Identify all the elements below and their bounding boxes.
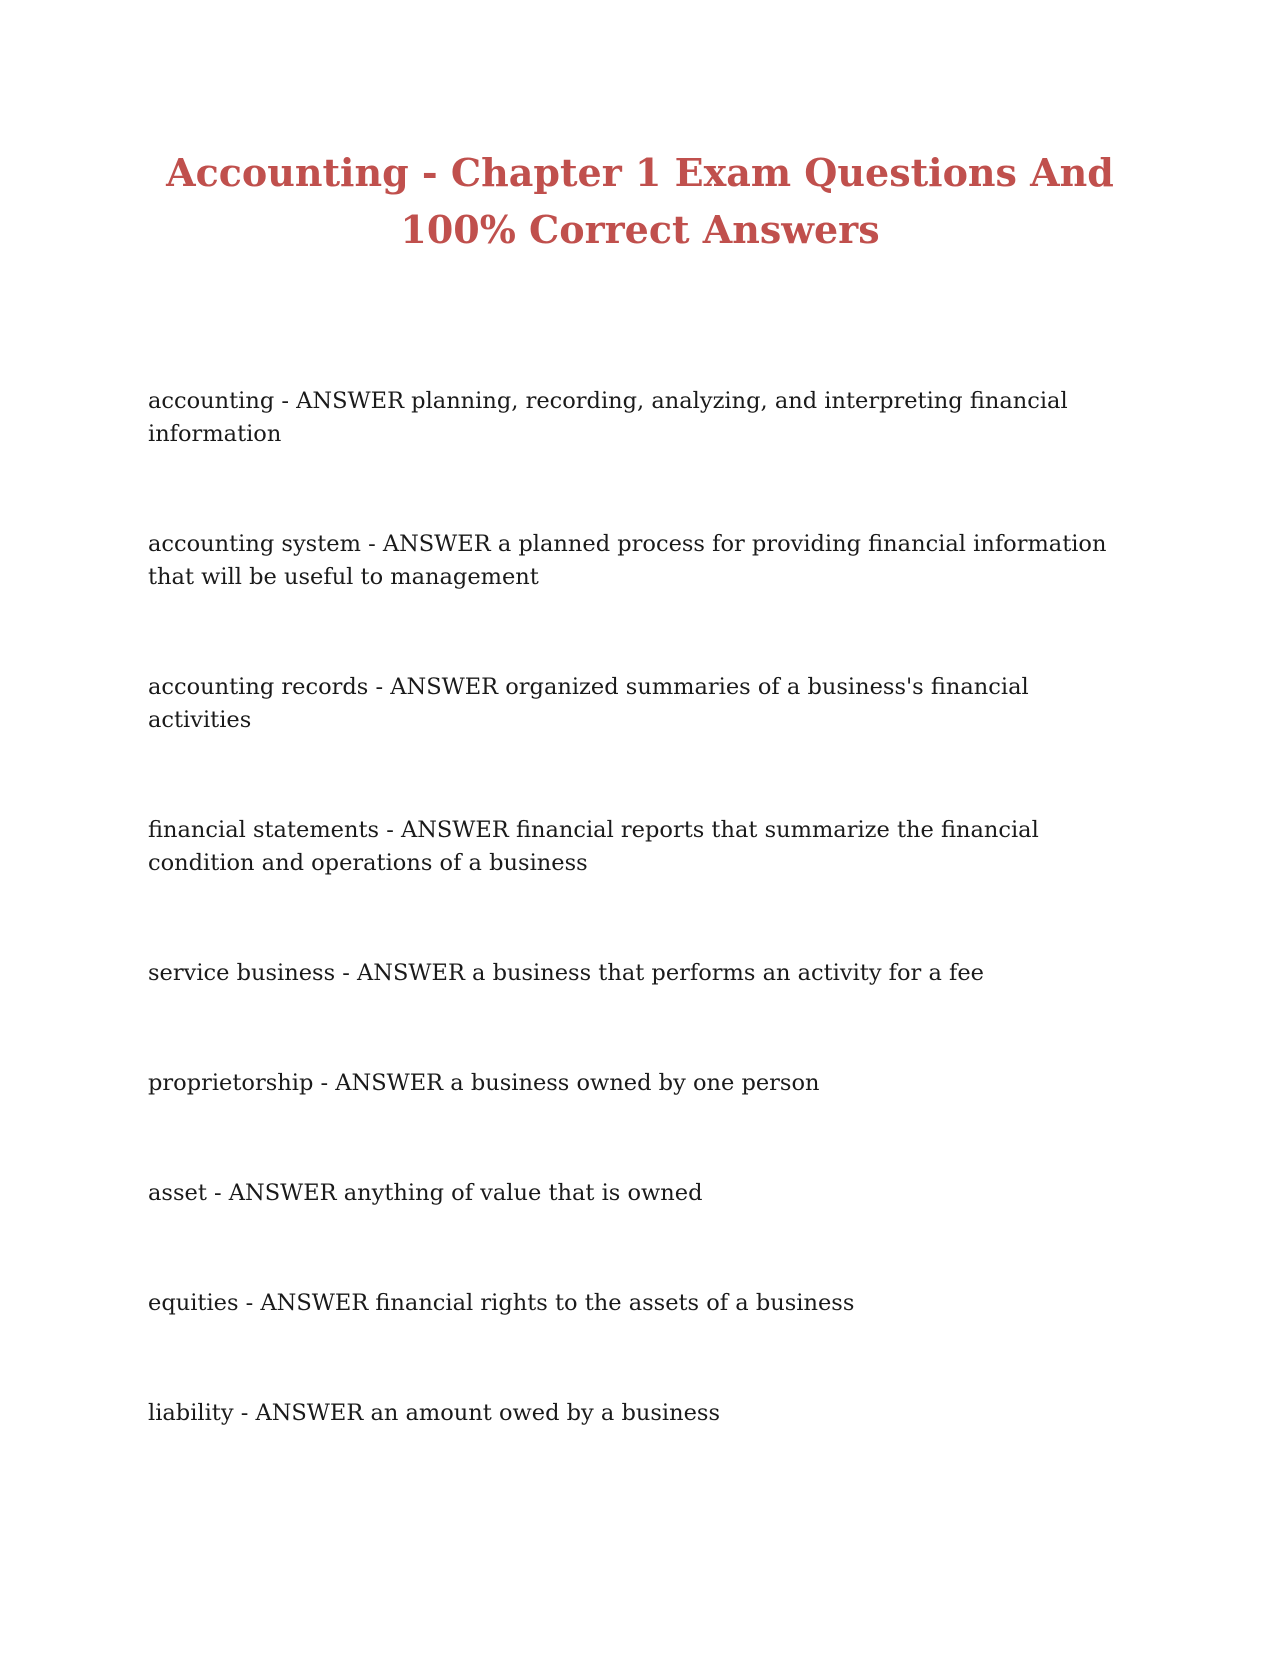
qa-entry-accounting-system: accounting system - ANSWER a planned process for providing financial information that will be useful to management <box>148 531 1107 590</box>
qa-list <box>148 385 1138 1507</box>
qa-entry-service-business: service business - ANSWER a business that performs an activity for a fee <box>148 960 984 986</box>
qa-entry-equities: equities - ANSWER financial rights to the assets of a business <box>148 1290 855 1316</box>
qa-entry-accounting: accounting - ANSWER planning, recording, analyzing, and interpreting financial information <box>148 388 1068 447</box>
qa-entry-liability: liability - ANSWER an amount owed by a business <box>148 1400 721 1426</box>
qa-entry-financial-statements: financial statements - ANSWER financial reports that summarize the financial condition and operations of a business <box>148 817 1039 876</box>
qa-entry-proprietorship: proprietorship - ANSWER a business owned by one person <box>148 1070 820 1096</box>
document-title: Accounting - Chapter 1 Exam Questions And 100% Correct Answers <box>166 150 1114 252</box>
qa-entry-accounting-records: accounting records - ANSWER organized summaries of a business's financial activities <box>148 674 1029 733</box>
qa-entry-asset: asset - ANSWER anything of value that is owned <box>148 1180 703 1206</box>
